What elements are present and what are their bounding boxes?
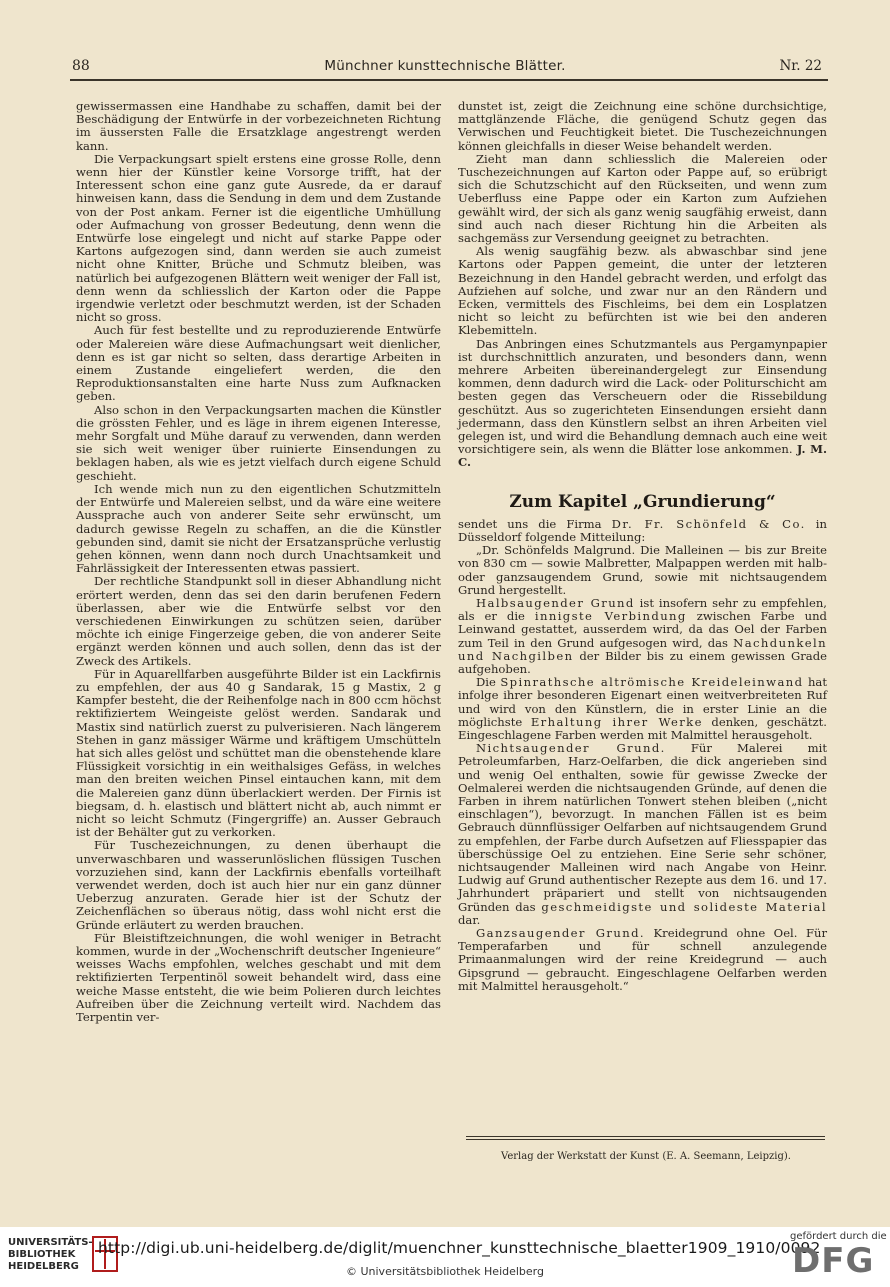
left-column bbox=[76, 100, 441, 1024]
paragraph: Der rechtliche Standpunkt soll in dieser Abhandlung nicht erörtert werden, denn das sei den darin berufenen Federn überlassen, aber wie die Entwürfe selbst vor den verschiedenen Einwirkungen zu schützen seien, darüber möchte ich einige Fingerzeige geben, die von anderer Seite ergänzt werden können und auch sollen, denn das ist der Zweck des Artikels. bbox=[76, 574, 441, 668]
firm-name: Dr. Fr. Schönfeld & Co. bbox=[611, 516, 806, 531]
emphasis: innigste Verbindung bbox=[534, 609, 687, 624]
page-number: 88 bbox=[72, 58, 90, 74]
intro-text: in Düsseldorf folgende Mitteilung: bbox=[458, 516, 827, 544]
text: hat infolge ihrer besonderen Eigenart einen weitverbreiteten Ruf und wird von den Künstlern, die in erster Linie an die möglichste bbox=[458, 675, 827, 729]
emphasis: geschmeidigste und solideste Material bbox=[541, 899, 827, 914]
text: denken, geschätzt. Eingeschlagene Farben werden mit Malmittel herausgeholt. bbox=[458, 714, 827, 742]
term: Spinrathsche altrömische Kreideleinwand bbox=[500, 675, 804, 690]
paragraph: gewissermassen eine Handhabe zu schaffen, damit bei der Beschädigung der Entwürfe in der vorbezeichneten Richtung im äussersten Falle die Ersatzklage angestrengt werden kann. bbox=[76, 99, 441, 153]
paragraph: Also schon in den Verpackungsarten machen die Künstler die grössten Fehler, und es läge in ihrem eigenen Interesse, mehr Sorgfalt und Mühe darauf zu verwenden, dann werden sie sich weit weniger über ruinierte Einsendungen zu beklagen haben, als wie es jetzt vielfach durch eigene Schuld geschieht. bbox=[76, 402, 441, 483]
paragraph: Ich wende mich nun zu den eigentlichen Schutzmitteln der Entwürfe und Malereien selbst, und da wäre eine weitere Aussprache auch von anderer Seite sehr erwünscht, um dadurch gewisse Regeln zu schaffen, an die die Künstler gebunden sind, damit sie nicht der Ersatzansprüche verlustig gehen können, wenn dann noch durch Unachtsamkeit und Fahrlässigkeit der Interessenten etwas passiert. bbox=[76, 481, 441, 576]
text: ist insofern sehr zu empfehlen, als er die bbox=[458, 595, 827, 624]
header-rule bbox=[70, 79, 828, 81]
term: Halbsaugender Grund bbox=[476, 595, 635, 610]
permalink-url[interactable]: http://digi.ub.uni-heidelberg.de/diglit/muenchner_kunsttechnische_blaetter1909_1910/0092 bbox=[98, 1239, 821, 1257]
copyright-notice: © Universitätsbibliothek Heidelberg bbox=[345, 1265, 544, 1278]
text: der Bilder bis zu einem gewissen Grade aufgehoben. bbox=[458, 648, 827, 676]
right-column bbox=[458, 100, 827, 993]
paragraph: dunstet ist, zeigt die Zeichnung eine schöne durchsichtige, mattglänzende Fläche, die genügend Schutz gegen das Verwischen und Feuchtigkeit bietet. Die Tuschezeichnungen können gleichfalls in dieser Weise behandelt werden. bbox=[458, 99, 827, 153]
paragraph-ganzsaugend bbox=[458, 927, 827, 993]
paragraph-nichtsaugend bbox=[458, 742, 827, 927]
paragraph: Die Verpackungsart spielt erstens eine grosse Rolle, denn wenn hier der Künstler keine Vorsorge trifft, hat der Interessent schon eine ganz gute Ausrede, da er darauf hinweisen kann, dass die Sendung in dem und dem Zustande von der Post ankam. Ferner ist die eigentliche Umhüllung oder Aufmachung von grosser Bedeutung, denn wenn die Entwürfe lose eingelegt und nicht auf starke Pappe oder Kartons aufgezogen sind, dann werden sie auch zumeist nicht ohne Knitter, Brüche und Schmutz bleiben, was natürlich bei aufgezogenen Blättern weit weniger der Fall ist, denn wenn da schliesslich der Karton oder die Pappe irgendwie verletzt oder beschmutzt werden, ist der Schaden nicht so gross. bbox=[76, 151, 441, 325]
paragraph: „Dr. Schönfelds Malgrund. Die Malleinen — bis zur Breite von 830 cm — sowie Malbretter, Malpappen werden mit halb- oder ganzsaugendem Grund, sowie mit nichtsaugendem Grund hergestellt. bbox=[458, 543, 827, 597]
end-rule bbox=[466, 1136, 825, 1137]
text: Für Malerei mit Petroleumfarben, Harz-Oelfarben, die dick angerieben sind und wenig Oel enthalten, sowie für gewisse Zwecke der Oelmalerei werden die nichtsaugenden Gründe, auf denen die Farben in ihrem natürlichen Tonwert stehen bleiben („nicht einschlagen“), bevorzugt. In manchen Fällen ist es beim Gebrauch dünnflüssiger Oelfarben auf nichtsaugendem Grund zu empfehlen, der Farbe durch Aufsetzen auf Fliesspapier das überschüssige Oel zu entziehen. Eine Serie sehr schöner, nichtsaugender Malleinen wird nach Angabe von Heinr. Ludwig auf Grund authentischer Rezepte aus dem 16. und 17. Jahrhundert präpariert und stellt von nichtsaugenden Gründen das bbox=[458, 741, 827, 914]
paragraph-spinrath bbox=[458, 676, 827, 742]
section-heading: Zum Kapitel „Grundierung“ bbox=[509, 491, 776, 512]
term: Ganzsaugender Grund. bbox=[476, 925, 646, 940]
publisher-line: Verlag der Werkstatt der Kunst (E. A. Seemann, Leipzig). bbox=[501, 1151, 791, 1162]
author-signature: J. M. C. bbox=[458, 442, 828, 470]
issue-number: Nr. 22 bbox=[779, 58, 822, 74]
paragraph: Auch für fest bestellte und zu reproduzierende Entwürfe oder Malereien wäre diese Aufmachungsart weit dienlicher, denn es ist gar nicht so selten, dass derartige Arbeiten in einem Zustande eingeliefert werden, die den Reproduktionsanstalten eine harte Nuss zum Aufknacken geben. bbox=[76, 323, 441, 404]
emphasis: Nachdunkeln und Nachgilben bbox=[458, 635, 827, 663]
paragraph: Für Bleistiftzeichnungen, die wohl weniger in Betracht kommen, wurde in der „Wochenschrift deutscher Ingenieure“ weisses Wachs empfohlen, welches geschabt und mit dem rektifizierten Terpentinöl soweit behandelt wird, dass eine weiche Masse entsteht, die wie beim Polieren durch leichtes Aufreiben über die Zeichnung verteilt wird. Nachdem das Terpentin ver- bbox=[76, 930, 441, 1025]
journal-title: Münchner kunsttechnische Blätter. bbox=[324, 58, 566, 74]
text: Die bbox=[476, 675, 501, 690]
paragraph: Das Anbringen eines Schutzmantels aus Pergamynpapier ist durchschnittlich anzuraten, und besonders dann, wenn mehrere Arbeiten übereinandergelegt zur Einsendung kommen, denn dadurch wird die Lack- oder Politurschicht am besten gegen das Verscheuern oder die Rissebildung geschützt. Aus so zugerichteten Einsendungen ersieht dann jedermann, dass den Künstlern selbst an ihren Arbeiten viel gelegen ist, und wird die Behandlung demnach auch eine weit vorsichtigere sein, als wenn die Blätter lose ankommen. bbox=[458, 336, 827, 457]
term: Nichtsaugender Grund. bbox=[476, 741, 666, 756]
dfg-logo: DFG bbox=[792, 1241, 875, 1281]
emphasis: Erhaltung ihrer Werke bbox=[530, 714, 703, 729]
text: Kreidegrund ohne Oel. Für Temperafarben und für schnell anzulegende Primaanmalungen wird der reine Kreidegrund — auch Gipsgrund — gebraucht. Eingeschlagene Oelfarben werden mit Malmittel herausgeholt.“ bbox=[458, 925, 828, 993]
paragraph: Für in Aquarellfarben ausgeführte Bilder ist ein Lackfirnis zu empfehlen, der aus 40 g Sandarak, 15 g Mastix, 2 g Kampfer besteht, die der Reihenfolge nach in 800 ccm höchst rektifiziertem Weingeiste gelöst werden. Sandarak und Mastix sind natürlich zuerst zu pulverisieren. Nach längerem Stehen in ganz mässiger Wärme und kräftigem Umschütteln hat sich alles gelöst und schüttet man die obenstehende klare Flüssigkeit vorsichtig in ein weithalsiges Gefäss, in welches man den breiten weichen Pinsel eintauchen kann, mit dem die Malereien ganz dünn überlackiert werden. Der Firnis ist biegsam, d. h. elastisch und blättert nicht ab, auch nimmt er nicht so leicht Schmutz (Fingergriffe) an. Ausser Gebrauch ist der Behälter gut zu verkorken. bbox=[76, 666, 441, 840]
intro-paragraph bbox=[458, 518, 827, 544]
intro-text: sendet uns die Firma bbox=[458, 516, 612, 531]
text: dar. bbox=[458, 912, 481, 927]
paragraph-halbsaugend bbox=[458, 597, 827, 676]
text: zwischen Farbe und Leinwand gestattet, ausserdem wird, da das Oel der Farben zum Teil in den Grund aufgesogen wird, das bbox=[458, 609, 827, 650]
university-logo-text: UNIVERSITÄTS- BIBLIOTHEK HEIDELBERG bbox=[8, 1237, 93, 1272]
paragraph: Zieht man dann schliesslich die Malereien oder Tuschezeichnungen auf Karton oder Pappe auf, so erübrigt sich die Schutzschicht auf den Rückseiten, und wenn zum Ueberfluss eine Pappe oder ein Karton zum Aufziehen gewählt wird, der sich als ganz wenig saugfähig erweist, dann sind auch nach dieser Richtung hin die Arbeiten als sachgemäss zur Versendung geeignet zu betrachten. bbox=[458, 151, 827, 246]
paragraph: Für Tuschezeichnungen, zu denen überhaupt die unverwaschbaren und wasserunlöslichen flüssigen Tuschen vorzuziehen sind, kann der Lackfirnis ebenfalls vorteilhaft verwendet werden, doch ist auch hier nur ein ganz dünner Ueberzug anzuraten. Gerade hier ist der Schutz der Zeichenflächen so überaus nötig, dass wohl nicht erst die Gründe erläutert zu werden brauchen. bbox=[76, 838, 441, 932]
funding-label: gefördert durch die bbox=[790, 1231, 887, 1242]
paragraph: Als wenig saugfähig bezw. als abwaschbar sind jene Kartons oder Pappen gemeint, die unter der letzteren Bezeichnung in den Handel gebracht werden, und erfolgt das Aufziehen auf solche, und zwar nur an den Rändern und Ecken, vermittels des Fischleims, bei dem ein Losplatzen nicht so leicht zu befürchten ist wie bei den anderen Klebemitteln. bbox=[458, 244, 827, 338]
end-rule bbox=[466, 1139, 825, 1140]
paragraph-with-signature bbox=[458, 338, 827, 470]
footer-bar bbox=[0, 1227, 890, 1287]
